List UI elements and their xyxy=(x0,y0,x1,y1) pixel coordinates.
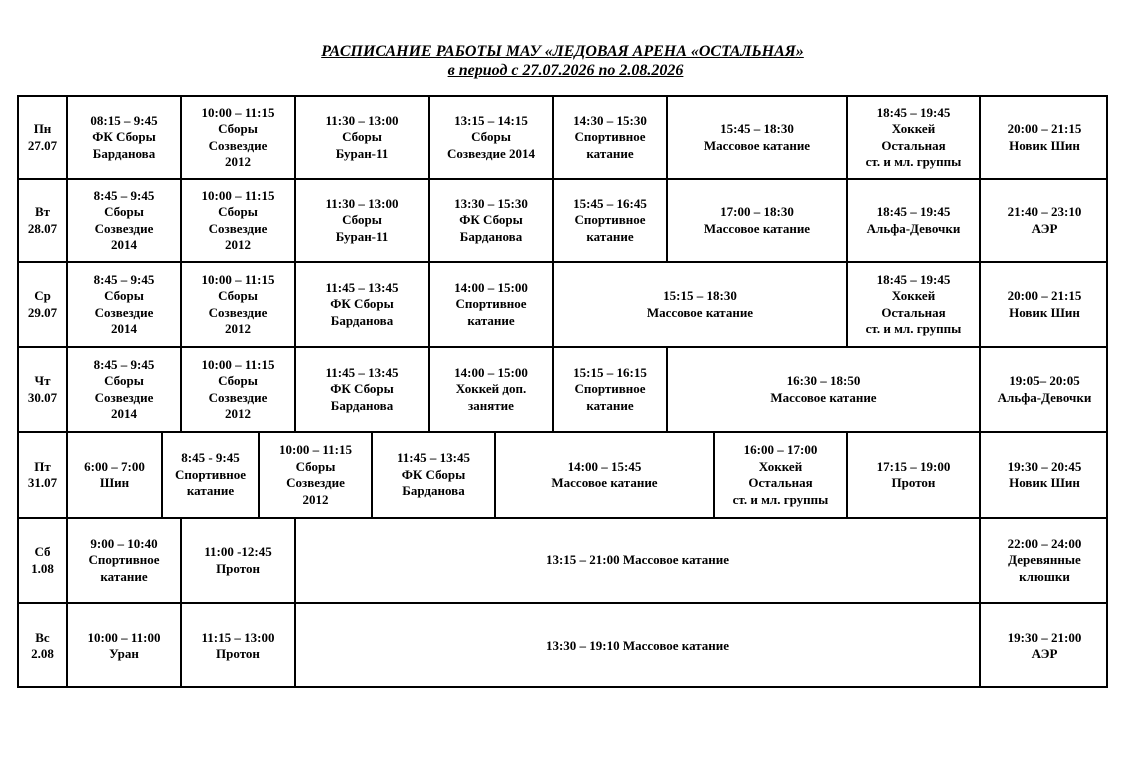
day-cell xyxy=(19,180,68,261)
cell-text xyxy=(704,121,810,154)
cell-text xyxy=(1008,204,1082,237)
slot-cell xyxy=(68,263,182,346)
cell-line: 10:00 – 11:15 xyxy=(201,187,275,203)
cell-line: Альфа-Девочки xyxy=(866,220,961,236)
cell-text xyxy=(454,365,528,415)
cell-line: Сборы xyxy=(104,373,144,388)
cell-line: 19:05– 20:05 xyxy=(1009,373,1080,388)
slot-cell xyxy=(430,97,554,178)
day-cell xyxy=(19,97,68,178)
cell-line: Барданова xyxy=(92,145,156,161)
cell-line: Массовое катание xyxy=(646,304,754,320)
cell-line: Созвездие xyxy=(208,304,268,320)
cell-text xyxy=(551,459,657,492)
cell-line: Сборы xyxy=(471,129,511,145)
slot-cell xyxy=(668,180,848,261)
cell-text xyxy=(202,357,275,423)
schedule-row xyxy=(19,263,1106,348)
cell-line: 11:15 – 13:00 xyxy=(201,629,275,645)
slot-cell xyxy=(981,604,1108,688)
cell-line: Чт xyxy=(34,373,51,388)
cell-line: 17:00 – 18:30 xyxy=(720,204,794,219)
cell-line: Буран-11 xyxy=(335,145,389,161)
cell-text xyxy=(704,204,810,237)
slot-cell xyxy=(981,180,1108,261)
cell-text xyxy=(877,459,951,492)
cell-text xyxy=(28,459,57,492)
cell-text xyxy=(454,196,528,246)
cell-text xyxy=(202,105,275,171)
cell-line: Массовое катание xyxy=(770,389,877,405)
schedule-row xyxy=(19,519,1106,604)
slot-cell xyxy=(68,519,182,602)
schedule-title xyxy=(0,42,1125,80)
slot-cell xyxy=(182,604,296,688)
cell-text xyxy=(1008,288,1082,321)
cell-line: 15:45 – 18:30 xyxy=(720,121,794,136)
slot-cell xyxy=(554,180,668,261)
cell-line: Созвездие xyxy=(286,475,345,490)
cell-line: 10:00 – 11:15 xyxy=(279,442,352,457)
cell-line: Хоккей xyxy=(891,288,936,303)
slot-cell xyxy=(981,433,1108,517)
cell-line: 10:00 – 11:15 xyxy=(201,356,275,372)
cell-line: 11:30 – 13:00 xyxy=(325,195,399,211)
cell-line: 13:30 – 19:10 Массовое катание xyxy=(545,637,730,653)
cell-text xyxy=(733,442,829,508)
cell-line: Спортивное xyxy=(455,296,527,312)
cell-line: 14:30 – 15:30 xyxy=(573,112,647,128)
cell-text xyxy=(866,272,962,338)
cell-text xyxy=(447,113,535,163)
cell-line: Сборы xyxy=(218,373,258,388)
cell-text xyxy=(31,544,54,577)
cell-line: Сборы xyxy=(218,204,258,219)
cell-line: 2012 xyxy=(224,237,251,252)
cell-line: Уран xyxy=(109,646,139,661)
cell-line: Спортивное xyxy=(574,129,646,145)
cell-text xyxy=(1008,121,1082,154)
cell-line: Альфа-Девочки xyxy=(997,389,1092,405)
cell-line: 13:30 – 15:30 xyxy=(454,195,528,211)
schedule-row xyxy=(19,180,1106,263)
cell-line: 10:00 – 11:15 xyxy=(201,104,275,120)
slot-cell xyxy=(296,180,430,261)
slot-cell xyxy=(981,263,1108,346)
slot-cell xyxy=(715,433,848,517)
slot-cell xyxy=(296,348,430,431)
slot-cell xyxy=(496,433,715,517)
cell-line: Спортивное xyxy=(88,552,160,568)
slot-cell xyxy=(68,604,182,688)
slot-cell xyxy=(848,180,981,261)
slot-cell xyxy=(296,604,981,688)
cell-line: 2014 xyxy=(110,321,137,336)
cell-line: 22:00 – 24:00 xyxy=(1007,535,1082,551)
cell-line: Остальная xyxy=(881,304,946,320)
slot-cell xyxy=(554,348,668,431)
cell-line: клюшки xyxy=(1019,568,1070,584)
cell-text xyxy=(866,105,962,171)
slot-cell xyxy=(554,97,668,178)
slot-cell xyxy=(163,433,260,517)
cell-line: 29.07 xyxy=(27,304,58,320)
cell-text xyxy=(88,536,159,586)
cell-text xyxy=(28,373,57,406)
slot-cell xyxy=(848,97,981,178)
cell-line: ст. и мл. группы xyxy=(732,491,829,507)
cell-line: Сборы xyxy=(104,204,144,219)
cell-line: Сборы xyxy=(295,458,336,474)
cell-line: катание xyxy=(586,397,634,413)
cell-line: 2012 xyxy=(224,406,251,421)
cell-line: АЭР xyxy=(1031,646,1058,661)
cell-line: катание xyxy=(186,483,235,499)
cell-line: 27.07 xyxy=(27,137,58,153)
slot-cell xyxy=(668,348,981,431)
cell-line: Барданова xyxy=(330,312,394,328)
cell-line: 2014 xyxy=(110,237,137,252)
cell-line: 16:30 – 18:50 xyxy=(786,373,861,388)
cell-text xyxy=(1008,630,1082,663)
cell-line: 14:00 – 15:45 xyxy=(567,458,642,474)
cell-line: Деревянные xyxy=(1008,552,1081,568)
cell-text xyxy=(326,113,399,163)
cell-text xyxy=(202,630,275,663)
cell-line: Протон xyxy=(216,560,260,576)
cell-line: 08:15 – 9:45 xyxy=(90,112,158,128)
cell-line: 9:00 – 10:40 xyxy=(90,535,158,551)
cell-line: 13:15 – 21:00 Массовое катание xyxy=(545,552,730,568)
cell-line: 14:00 – 15:00 xyxy=(454,279,528,295)
cell-line: Барданова xyxy=(459,228,523,244)
cell-line: 30.07 xyxy=(27,389,58,405)
slot-cell xyxy=(430,348,554,431)
slot-cell xyxy=(68,348,182,431)
cell-text xyxy=(1008,536,1082,586)
cell-line: Протон xyxy=(891,475,936,490)
cell-line: 18:45 – 19:45 xyxy=(876,204,951,219)
slot-cell xyxy=(296,263,430,346)
cell-line: Созвездие xyxy=(208,389,268,405)
cell-line: 31.07 xyxy=(27,475,58,490)
cell-text xyxy=(573,365,647,415)
cell-line: 8:45 – 9:45 xyxy=(93,187,155,203)
cell-line: 2012 xyxy=(302,491,329,507)
schedule-table xyxy=(17,95,1108,688)
cell-line: Пн xyxy=(33,121,52,136)
cell-text xyxy=(90,113,157,163)
cell-text xyxy=(1008,459,1082,492)
slot-cell xyxy=(182,263,296,346)
slot-cell xyxy=(430,180,554,261)
cell-line: 16:00 – 17:00 xyxy=(743,442,818,457)
day-cell xyxy=(19,604,68,688)
cell-line: Созвездие xyxy=(208,220,268,236)
cell-line: 8:45 – 9:45 xyxy=(93,356,155,372)
slot-cell xyxy=(296,97,430,178)
cell-line: ФК Сборы xyxy=(330,381,394,397)
cell-text xyxy=(28,204,57,237)
cell-line: 20:00 – 21:15 xyxy=(1007,288,1082,303)
cell-line: 2014 xyxy=(110,406,137,421)
cell-text xyxy=(546,552,729,569)
cell-text xyxy=(326,196,399,246)
cell-line: 11:45 – 13:45 xyxy=(325,279,399,295)
cell-line: Протон xyxy=(216,646,260,661)
cell-text xyxy=(202,272,275,338)
day-cell xyxy=(19,348,68,431)
slot-cell xyxy=(182,348,296,431)
slot-cell xyxy=(296,519,981,602)
cell-line: Спортивное xyxy=(574,381,646,397)
cell-text xyxy=(397,450,470,500)
slot-cell xyxy=(182,180,296,261)
cell-text xyxy=(279,442,352,508)
cell-line: 21:40 – 23:10 xyxy=(1007,204,1082,219)
cell-line: Шин xyxy=(99,475,130,490)
cell-text xyxy=(326,365,399,415)
cell-line: АЭР xyxy=(1031,220,1058,236)
cell-line: 11:30 – 13:00 xyxy=(325,112,399,128)
cell-line: 2012 xyxy=(224,321,251,336)
cell-text xyxy=(867,204,961,237)
cell-line: ст. и мл. группы xyxy=(865,321,962,336)
cell-line: 11:00 -12:45 xyxy=(204,544,272,559)
cell-line: Барданова xyxy=(402,483,465,499)
cell-line: Хоккей xyxy=(891,121,936,136)
cell-line: Сборы xyxy=(104,288,144,303)
day-cell xyxy=(19,519,68,602)
cell-line: Новик Шин xyxy=(1009,475,1080,490)
slot-cell xyxy=(981,348,1108,431)
cell-line: Массовое катание xyxy=(703,220,811,236)
cell-line: Барданова xyxy=(330,397,394,413)
cell-line: Массовое катание xyxy=(703,137,811,153)
cell-line: Созвездие xyxy=(94,389,154,405)
cell-line: ФК Сборы xyxy=(459,212,523,228)
slot-cell xyxy=(430,263,554,346)
schedule-row xyxy=(19,97,1106,180)
cell-text xyxy=(94,357,155,423)
cell-line: 15:15 – 16:15 xyxy=(573,364,647,380)
cell-line: катание xyxy=(586,145,634,161)
cell-text xyxy=(28,121,57,154)
cell-line: 19:30 – 20:45 xyxy=(1007,458,1082,474)
cell-line: Новик Шин xyxy=(1009,304,1080,320)
cell-text xyxy=(573,196,647,246)
slot-cell xyxy=(981,519,1108,602)
cell-line: Хоккей xyxy=(758,458,803,474)
cell-line: 2.08 xyxy=(31,646,54,661)
title-line-1: РАСПИСАНИЕ РАБОТЫ МАУ «ЛЕДОВАЯ АРЕНА «ОСТАЛЬНАЯ» xyxy=(321,43,804,60)
cell-line: ФК Сборы xyxy=(401,466,466,482)
title-line-2: в период с 27.07.2026 по 2.08.2026 xyxy=(447,62,684,79)
cell-line: Вс xyxy=(35,629,50,645)
cell-line: Спортивное xyxy=(174,466,247,482)
cell-line: 14:00 – 15:00 xyxy=(454,364,528,380)
cell-line: 19:30 – 21:00 xyxy=(1007,629,1082,645)
cell-line: 11:45 – 13:45 xyxy=(397,450,470,466)
cell-text xyxy=(94,272,155,338)
cell-line: Остальная xyxy=(748,475,813,490)
cell-line: 8:45 - 9:45 xyxy=(181,450,240,466)
cell-line: катание xyxy=(100,568,148,584)
cell-line: 10:00 – 11:15 xyxy=(201,271,275,287)
cell-line: ст. и мл. группы xyxy=(865,154,962,169)
cell-line: Хоккей доп. xyxy=(455,381,527,397)
cell-line: Вт xyxy=(34,204,51,219)
cell-text xyxy=(573,113,647,163)
slot-cell xyxy=(182,519,296,602)
cell-text xyxy=(770,373,876,406)
cell-line: 17:15 – 19:00 xyxy=(876,458,951,474)
slot-cell xyxy=(260,433,373,517)
cell-text xyxy=(454,280,528,330)
cell-line: катание xyxy=(467,312,515,328)
cell-text xyxy=(94,188,155,254)
day-cell xyxy=(19,433,68,517)
slot-cell xyxy=(68,180,182,261)
cell-line: катание xyxy=(586,228,634,244)
cell-line: Массовое катание xyxy=(551,475,658,490)
cell-line: ФК Сборы xyxy=(330,296,394,312)
cell-line: 1.08 xyxy=(31,560,54,576)
cell-line: Новик Шин xyxy=(1009,137,1080,153)
slot-cell xyxy=(668,97,848,178)
cell-text xyxy=(326,280,399,330)
cell-line: Сб xyxy=(34,544,51,559)
cell-text xyxy=(546,638,729,655)
cell-line: 10:00 – 11:00 xyxy=(87,629,161,645)
cell-line: Сборы xyxy=(342,212,382,228)
cell-line: Созвездие 2014 xyxy=(447,145,535,161)
cell-text xyxy=(998,373,1092,406)
schedule-row xyxy=(19,348,1106,433)
cell-line: Сборы xyxy=(218,288,258,303)
cell-line: Сборы xyxy=(342,129,382,145)
cell-line: Созвездие xyxy=(94,220,154,236)
slot-cell xyxy=(373,433,496,517)
schedule-row xyxy=(19,433,1106,519)
cell-line: Ср xyxy=(34,288,51,303)
cell-line: 28.07 xyxy=(27,220,58,236)
slot-cell xyxy=(68,97,182,178)
slot-cell xyxy=(182,97,296,178)
cell-line: Спортивное xyxy=(574,212,646,228)
cell-line: 20:00 – 21:15 xyxy=(1007,121,1082,136)
cell-line: 15:45 – 16:45 xyxy=(573,195,647,211)
day-cell xyxy=(19,263,68,346)
cell-text xyxy=(202,188,275,254)
cell-text xyxy=(28,288,57,321)
slot-cell xyxy=(848,433,981,517)
cell-line: 8:45 – 9:45 xyxy=(93,271,155,287)
cell-line: 6:00 – 7:00 xyxy=(84,458,145,474)
cell-text xyxy=(647,288,753,321)
cell-text xyxy=(175,450,246,500)
cell-line: Сборы xyxy=(218,121,258,136)
cell-line: 2012 xyxy=(224,154,251,169)
cell-line: 15:15 – 18:30 xyxy=(663,288,737,303)
schedule-row xyxy=(19,604,1106,688)
cell-text xyxy=(31,630,54,663)
cell-line: 18:45 – 19:45 xyxy=(876,104,951,120)
cell-line: Созвездие xyxy=(208,137,268,153)
cell-text xyxy=(84,459,145,492)
slot-cell xyxy=(981,97,1108,178)
slot-cell xyxy=(848,263,981,346)
cell-line: Буран-11 xyxy=(335,228,389,244)
cell-text xyxy=(88,630,161,663)
cell-line: Пт xyxy=(34,458,51,474)
cell-line: Остальная xyxy=(881,137,946,153)
cell-line: занятие xyxy=(468,397,514,413)
cell-line: 18:45 – 19:45 xyxy=(876,271,951,287)
cell-line: 11:45 – 13:45 xyxy=(325,364,399,380)
cell-line: ФК Сборы xyxy=(92,129,156,145)
slot-cell xyxy=(68,433,163,517)
slot-cell xyxy=(554,263,848,346)
cell-line: Созвездие xyxy=(94,304,154,320)
cell-text xyxy=(204,544,272,577)
cell-line: 13:15 – 14:15 xyxy=(454,112,528,128)
